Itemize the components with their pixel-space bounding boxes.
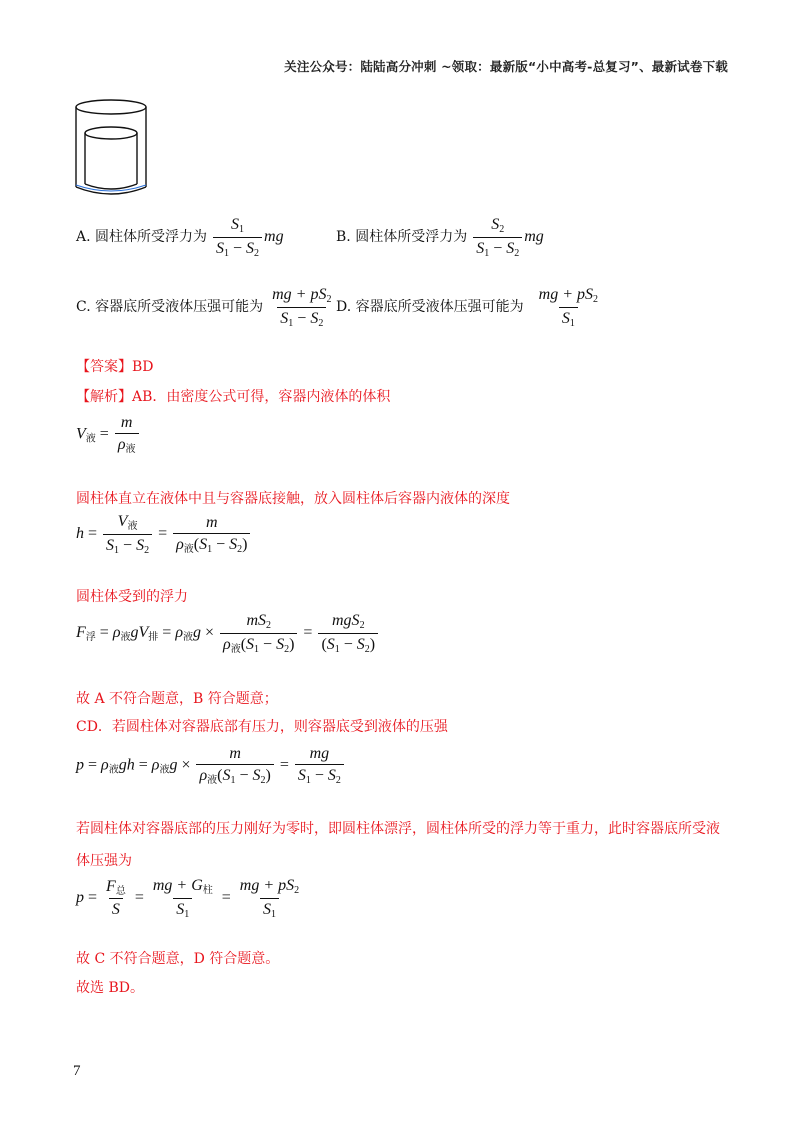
answer-label: 【答案】 [76,359,132,375]
formula-volume: $V_液$ = $\frac{m}{\rho_液}$ [76,414,141,456]
option-c-label: C. 容器底所受液体压强可能为 [76,299,264,316]
formula-pressure: $p = \rho_液gh = \rho_液g$ × $\frac{m}{\rho_液(S_1 - S_2)}$ = $\frac{mg}{S_1 - S_2}$ [76,745,346,787]
option-b-fraction: $\frac{S_2}{S_1 - S_2}$ [473,216,522,259]
answer-line [76,356,154,376]
formula-float-pressure: p = $\frac{F_总}{S}$ = $\frac{mg + G_柱}{S_1}$ = $\frac{mg + pS_2}{S_1}$ [76,877,300,920]
cd-intro: CD．若圆柱体对容器底部有压力，则容器底受到液体的压强 [76,719,448,735]
conclusion-ab: 故 A 不符合题意，B 符合题意； [76,691,278,707]
page-number: 7 [73,1063,81,1079]
analysis-intro: 【解析】AB．由密度公式可得，容器内液体的体积 [76,389,391,405]
option-a-label: A. 圆柱体所受浮力为 [76,229,208,246]
option-c [76,286,336,329]
option-d [336,286,603,329]
conclusion-cd: 故 C 不符合题意，D 符合题意。 [76,951,280,967]
container-cylinder-figure [70,97,152,201]
final-answer: 故选 BD。 [76,980,144,996]
option-b-label: B. 圆柱体所受浮力为 [336,229,468,246]
option-d-label: D. 容器底所受液体压强可能为 [336,299,524,316]
option-c-fraction: $\frac{mg + pS_2}{S_1 - S_2}$ [272,286,332,329]
depth-sentence: 圆柱体直立在液体中且与容器底接触，放入圆柱体后容器内液体的深度 [76,491,510,507]
analysis-label: 【解析】 [76,389,132,405]
option-b: B. 圆柱体所受浮力为 $\frac{S_2}{S_1 - S_2}$ mg [336,216,544,259]
float-paragraph-line1: 若圆柱体对容器底部的压力刚好为零时，即圆柱体漂浮，圆柱体所受的浮力等于重力，此时容器底所受液 [76,821,720,837]
float-paragraph-line2: 体压强为 [76,853,132,869]
option-d-fraction: $\frac{mg + pS_2}{S_1}$ [538,286,598,329]
formula-depth: h = $\frac{V_液}{S_1 - S_2}$ = $\frac{m}{\rho_液(S_1 - S_2)}$ [76,513,252,556]
buoyancy-sentence: 圆柱体受到的浮力 [76,589,188,605]
formula-buoyancy: $F_浮 = \rho_液gV_排 = \rho_液g$ × $\frac{mS_2}{\rho_液(S_1 - S_2)}$ = $\frac{mgS_2}{(S_1 - S_2)}$ [76,612,380,655]
option-a: A. 圆柱体所受浮力为 $\frac{S_1}{S_1 - S_2}$ mg [76,216,284,259]
page-header: 关注公众号：陆陆高分冲刺 ~领取：最新版“小中高考-总复习”、最新试卷下载 [284,59,728,74]
option-a-fraction: $\frac{S_1}{S_1 - S_2}$ [213,216,262,259]
answer-value: BD [132,359,154,375]
